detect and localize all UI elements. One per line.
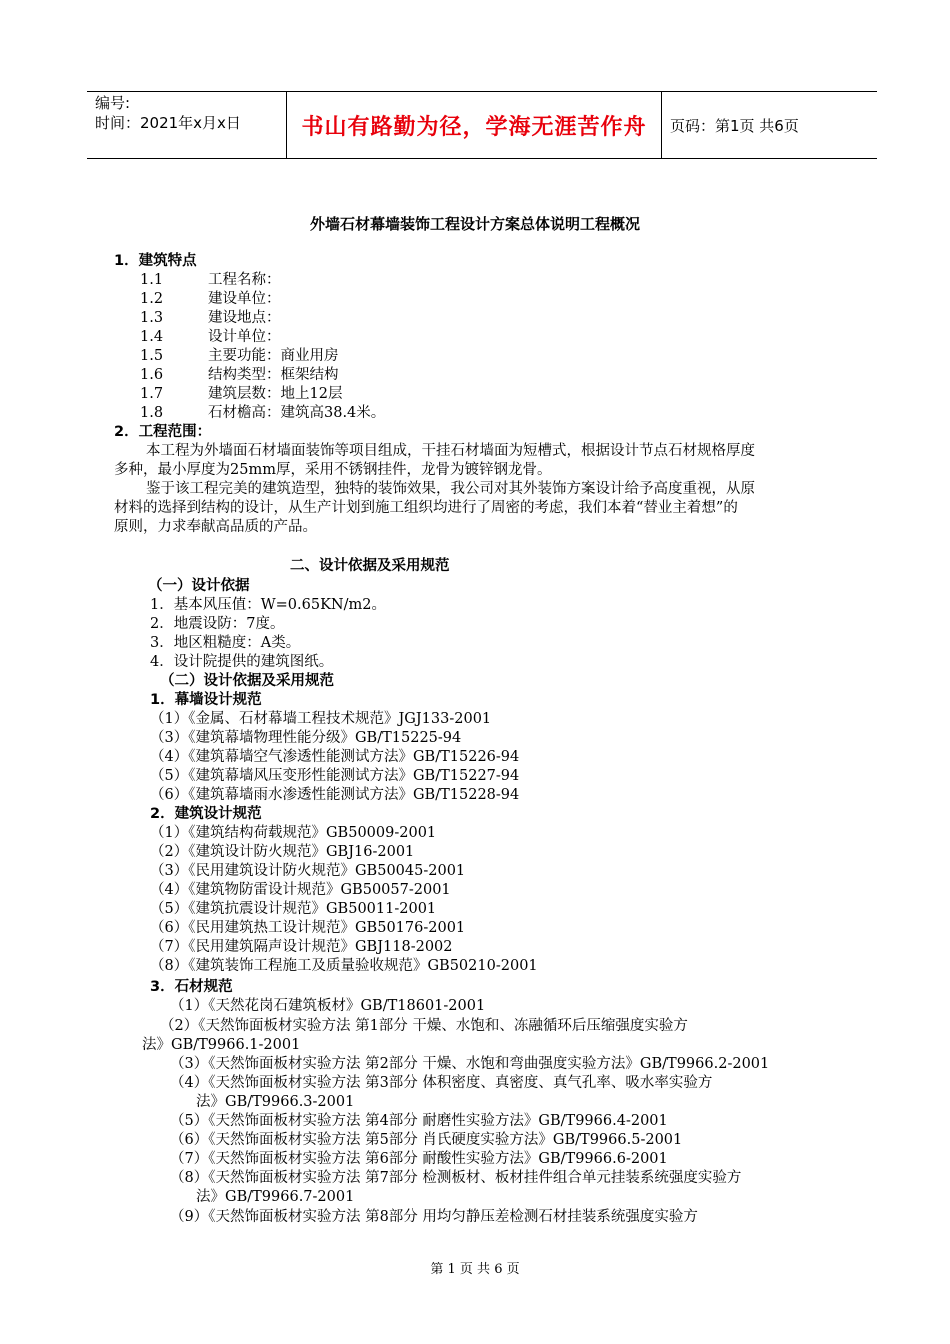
list-item: （5）《建筑幕墙风压变形性能测试方法》GB/T15227-94 [150,768,520,784]
group1-heading: 1．幕墙设计规范 [150,692,262,708]
list-item: （8）《建筑装饰工程施工及质量验收规范》GB50210-2001 [150,958,538,974]
list-item: （5）《天然饰面板材实验方法 第4部分 耐磨性实验方法》GB/T9966.4-2001 [170,1113,668,1129]
list-item: （2）《天然饰面板材实验方法 第1部分 干燥、水饱和、冻融循环后压缩强度实验方 [160,1018,688,1034]
paragraph-line: 本工程为外墙面石材墙面装饰等项目组成，干挂石材墙面为短槽式，根据设计节点石材规格厚度 [146,443,755,459]
part2-heading: 二、设计依据及采用规范 [290,558,450,574]
list-item: 3．地区粗糙度：A类。 [150,635,301,651]
list-item: （4）《建筑物防雷设计规范》GB50057-2001 [150,882,451,898]
header-meta [87,92,287,158]
list-item: 2．地震设防：7度。 [150,616,285,632]
list-item: （9）《天然饰面板材实验方法 第8部分 用均匀静压差检测石材挂装系统强度实验方 [170,1209,698,1225]
list-item: （1）《金属、石材幕墙工程技术规范》JGJ133-2001 [150,711,492,727]
list-item-continuation: 法》GB/T9966.1-2001 [142,1037,301,1053]
header-table [87,91,877,159]
paragraph-line: 材料的选择到结构的设计，从生产计划到施工组织均进行了周密的考虑，我们本着“替业主着想”的 [114,500,738,516]
list-item: （7）《民用建筑隔声设计规范》GBJ118-2002 [150,939,453,955]
list-item: 1.2 建设单位： [140,291,281,307]
list-item-continuation: 法》GB/T9966.3-2001 [196,1094,355,1110]
list-item-continuation: 法》GB/T9966.7-2001 [196,1189,355,1205]
part2-sub2: （二）设计依据及采用规范 [160,673,334,689]
list-item: （1）《建筑结构荷载规范》GB50009-2001 [150,825,437,841]
list-item: （3）《建筑幕墙物理性能分级》GB/T15225-94 [150,730,462,746]
list-item: 1.1 工程名称： [140,272,281,288]
list-item: 1.6 结构类型：框架结构 [140,367,339,383]
header-time-label: 时间：2021年x月x日 [95,114,241,132]
doc-title: 外墙石材幕墙装饰工程设计方案总体说明工程概况 [309,215,640,233]
page-footer: 第 1 页 共 6 页 [430,1262,520,1277]
list-item: （5）《建筑抗震设计规范》GB50011-2001 [150,901,437,917]
list-item: 4．设计院提供的建筑图纸。 [150,654,334,670]
list-item: 1.8 石材檐高：建筑高38.4米。 [140,405,386,421]
list-item: 1.4 设计单位： [140,329,281,345]
paragraph-line: 原则，力求奉献高品质的产品。 [114,519,317,535]
list-item: （6）《民用建筑热工设计规范》GB50176-2001 [150,920,466,936]
group2-heading: 2．建筑设计规范 [150,806,262,822]
paragraph-line: 鉴于该工程完美的建筑造型，独特的装饰效果，我公司对其外装饰方案设计给予高度重视，从原 [146,481,755,497]
list-item: （6）《天然饰面板材实验方法 第5部分 肖氏硬度实验方法》GB/T9966.5-2001 [170,1132,683,1148]
list-item: （1）《天然花岗石建筑板材》GB/T18601-2001 [170,998,486,1014]
paragraph-line: 多种，最小厚度为25mm厚，采用不锈钢挂件，龙骨为镀锌钢龙骨。 [114,462,552,478]
part2-sub1: （一）设计依据 [148,578,250,594]
header-number-label: 编号: [95,94,131,112]
list-item: （4）《天然饰面板材实验方法 第3部分 体积密度、真密度、真气孔率、吸水率实验方 [170,1075,713,1091]
list-item: 1．基本风压值：W=0.65KN/m2。 [150,597,386,613]
list-item: （3）《民用建筑设计防火规范》GB50045-2001 [150,863,466,879]
list-item: 1.7 建筑层数：地上12层 [140,386,343,402]
list-item: 1.3 建设地点： [140,310,281,326]
list-item: （7）《天然饰面板材实验方法 第6部分 耐酸性实验方法》GB/T9966.6-2001 [170,1151,668,1167]
section2-heading: 2．工程范围： [114,424,212,440]
header-motto: 书山有路勤为径，学海无涯苦作舟 [287,92,662,158]
list-item: （2）《建筑设计防火规范》GBJ16-2001 [150,844,415,860]
list-item: （8）《天然饰面板材实验方法 第7部分 检测板材、板材挂件组合单元挂装系统强度实验方 [170,1170,742,1186]
list-item: （4）《建筑幕墙空气渗透性能测试方法》GB/T15226-94 [150,749,520,765]
group3-heading: 3．石材规范 [150,979,233,995]
header-page-info: 页码：第1页 共6页 [670,116,799,135]
list-item: （6）《建筑幕墙雨水渗透性能测试方法》GB/T15228-94 [150,787,520,803]
section1-heading: 1．建筑特点 [114,253,197,269]
list-item: 1.5 主要功能：商业用房 [140,348,339,364]
list-item: （3）《天然饰面板材实验方法 第2部分 干燥、水饱和弯曲强度实验方法》GB/T9966.2-2001 [170,1056,770,1072]
